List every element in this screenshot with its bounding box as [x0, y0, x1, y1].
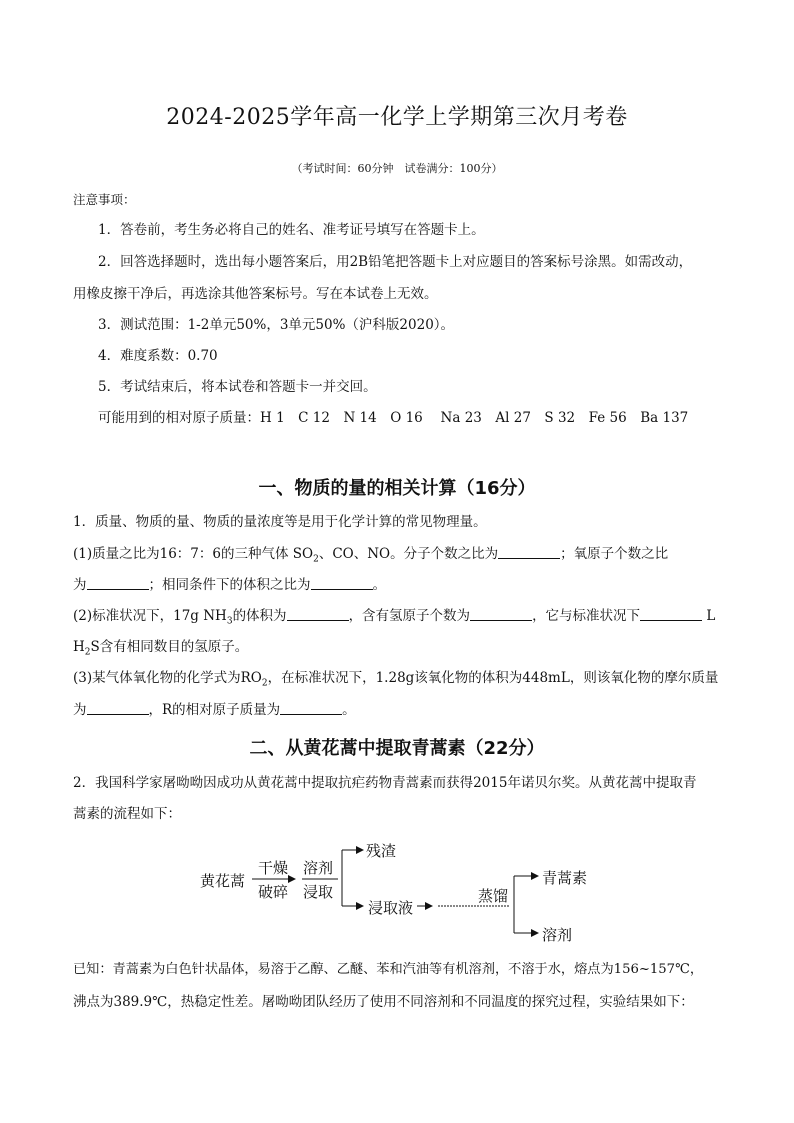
q1-part3-line2: 为 ，R的相对原子质量为 。 [73, 702, 356, 718]
notice-item-4: 4．难度系数：0.70 [98, 348, 218, 364]
q1-part3-line1: (3)某气体氧化物的化学式为$RO_2$，在标准状况下，1.28g该氧化物的体积为448mL，则该氧化物的摩尔质量 [73, 670, 719, 689]
notice-heading: 注意事项： [73, 192, 136, 207]
q1-part2-line1: (2)标准状况下，17g $NH_3$的体积为 ，含有氢原子个数为 ，它与标准状况下 L [73, 608, 716, 627]
atomic-mass-line: 可能用到的相对原子质量：H 1 C 12 N 14 O 16 Na 23 Al 27 S 32 Fe 56 Ba 137 [98, 410, 689, 426]
notice-item-5: 5．考试结束后，将本试卷和答题卡一并交回。 [98, 379, 377, 395]
q1-part1-line1: (1)质量之比为16：7：6的三种气体 $SO_2$、CO、NO。分子个数之比为 ；氧原子个数之比 [73, 546, 669, 565]
flow-product: 青蒿素 [542, 869, 588, 887]
flow-residue: 残渣 [366, 842, 397, 860]
section-1-heading: 一、物质的量的相关计算（16分） [258, 478, 536, 499]
notice-item-3: 3．测试范围：1-2单元50%，3单元50%（沪科版2020）。 [98, 317, 455, 333]
known-line1: 已知：青蒿素为白色针状晶体，易溶于乙醇、乙醚、苯和汽油等有机溶剂，不溶于水，熔点为156~157℃， [73, 962, 704, 977]
page-title: 2024-2025学年高一化学上学期第三次月考卷 [166, 105, 628, 130]
flow-start: 黄花蒿 [200, 872, 246, 890]
flow-step1-bottom: 破碎 [258, 883, 289, 901]
exam-info: （考试时间：60分钟 试卷满分：100分） [291, 162, 503, 175]
known-line2: 沸点为389.9℃，热稳定性差。屠呦呦团队经历了使用不同溶剂和不同温度的探究过程，实验结果如下： [73, 994, 694, 1010]
flow-step3: 蒸馏 [478, 887, 509, 905]
flow-step1-top: 干燥 [258, 859, 289, 877]
notice-item-2: 2．回答选择题时，选出每小题答案后，用2B铅笔把答题卡上对应题目的答案标号涂黑。如需改动， [98, 254, 693, 270]
notice-item-1: 1．答卷前，考生务必将自己的姓名、准考证号填写在答题卡上。 [98, 222, 485, 238]
q1-intro: 1．质量、物质的量、物质的量浓度等是用于化学计算的常见物理量。 [73, 514, 487, 530]
section-2-heading: 二、从黄花蒿中提取青蒿素（22分） [249, 738, 545, 759]
q1-part1-line2: 为 ；相同条件下的体积之比为 。 [73, 577, 386, 593]
flow-step2-bottom: 浸取 [303, 883, 334, 901]
flow-solvent: 溶剂 [542, 926, 573, 944]
q1-part2-line2: $H_2S$含有相同数目的氢原子。 [73, 639, 249, 658]
flow-extract: 浸取液 [368, 899, 414, 917]
flow-step2-top: 溶剂 [303, 859, 334, 877]
q2-intro-line1: 2．我国科学家屠呦呦因成功从黄花蒿中提取抗疟药物青蒿素而获得2015年诺贝尔奖。从黄花蒿中提取青 [73, 775, 697, 791]
notice-item-2-cont: 用橡皮擦干净后，再选涂其他答案标号。写在本试卷上无效。 [73, 286, 438, 302]
q2-intro-line2: 蒿素的流程如下： [73, 806, 181, 822]
